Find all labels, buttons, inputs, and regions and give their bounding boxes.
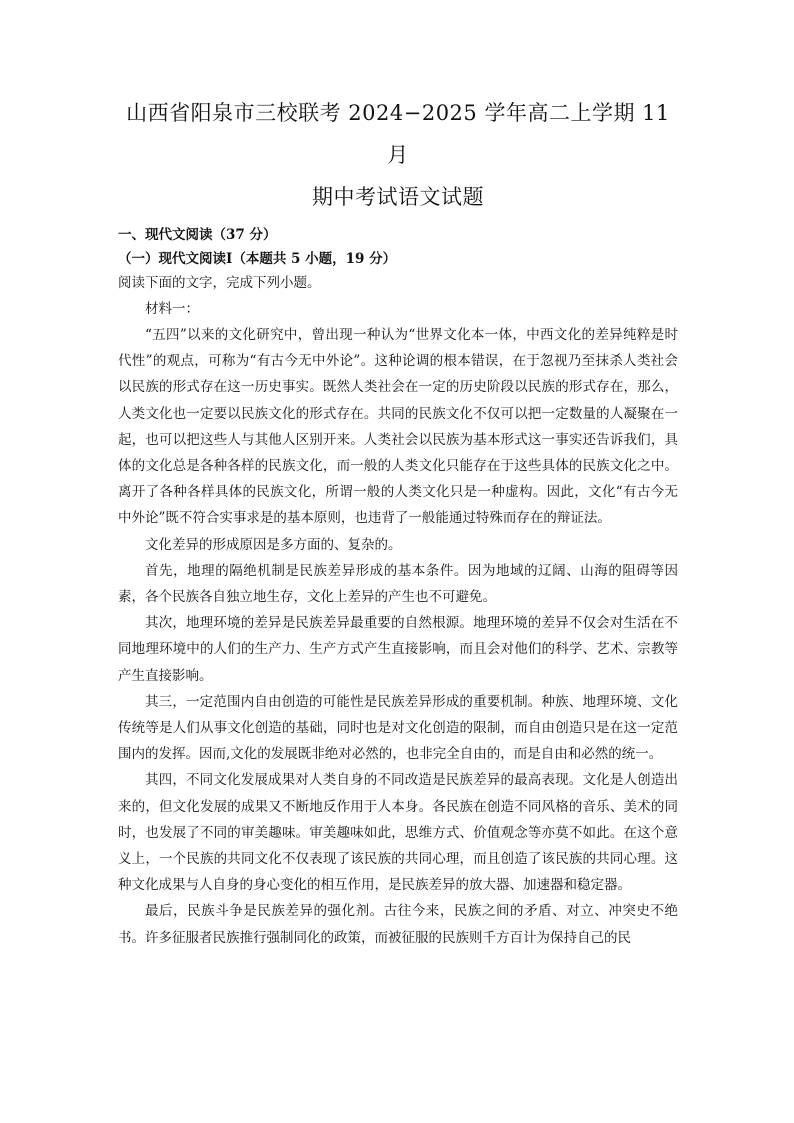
body-paragraph: 其三，一定范围内自由创造的可能性是民族差异形成的重要机制。种族、地理环境、文化传统等是人们从事文化创造的基础，同时也是对文化创造的限制，而自由创造只是在这一定范围内的发挥。因而,文化的发展既非绝对必然的，也非完全自由的，而是自由和必然的统一。 xyxy=(118,693,678,763)
document-page xyxy=(118,92,678,951)
section-heading: 一、现代文阅读（37 分） xyxy=(118,227,277,243)
material-label: 材料一： xyxy=(145,301,199,317)
document-title-line-1: 山西省阳泉市三校联考 2024−2025 学年高二上学期 11 月 xyxy=(126,101,670,167)
body-paragraph: 其次，地理环境的差异是民族差异最重要的自然根源。地理环境的差异不仅会对生活在不同地理环境中的人们的生产力、生产方式产生直接影响，而且会对他们的科学、艺术、宗教等产生直接影响。 xyxy=(118,615,678,684)
body-paragraph: 文化差异的形成原因是多方面的、复杂的。 xyxy=(145,536,402,553)
body-paragraph: 其四，不同文化发展成果对人类自身的不同改造是民族差异的最高表现。文化是人创造出来的，但文化发展的成果又不断地反作用于人本身。各民族在创造不同风格的音乐、美术的同时，也发展了不同的审美趣味。审美趣味如此，思维方式、价值观念等亦莫不如此。在这个意义上，一个民族的共同文化不仅表现了该民族的共同心理，而且创造了该民族的共同心理。这种文化成果与人自身的身心变化的相互作用，是民族差异的放大器、加速器和稳定器。 xyxy=(118,772,678,894)
document-title-line-2: 期中考试语文试题 xyxy=(312,185,484,209)
reading-instruction: 阅读下面的文字，完成下列小题。 xyxy=(118,275,321,291)
body-paragraph: 首先，地理的隔绝机制是民族差异形成的基本条件。因为地域的辽阔、山海的阻碍等因素，各个民族各自独立地生存，文化上差异的产生也不可避免。 xyxy=(118,562,678,606)
subsection-heading: （一）现代文阅读Ⅰ（本题共 5 小题，19 分） xyxy=(118,251,397,267)
body-paragraph: 最后，民族斗争是民族差异的强化剂。古往今来，民族之间的矛盾、对立、冲突史不绝书。许多征服者民族推行强制同化的政策，而被征服的民族则千方百计为保持自己的民 xyxy=(118,903,678,946)
body-paragraph: “五四”以来的文化研究中，曾出现一种认为“世界文化本一体，中西文化的差异纯粹是时代性”的观点，可称为“有古今无中外论”。这种论调的根本错误，在于忽视乃至抹杀人类社会以民族的形式存在这一历史事实。既然人类社会在一定的历史阶段以民族的形式存在，那么，人类文化也一定要以民族文化的形式存在。共同的民族文化不仅可以把一定数量的人凝聚在一起，也可以把这些人与其他人区别开来。人类社会以民族为基本形式这一事实还告诉我们，具体的文化总是各种各样的民族文化，而一般的人类文化只能存在于这些具体的民族文化之中。离开了各种各样具体的民族文化，所谓一般的人类文化只是一种虚构。因此，文化“有古今无中外论”既不符合实事求是的基本原则，也违背了一般能通过特殊而存在的辩证法。 xyxy=(118,327,678,527)
